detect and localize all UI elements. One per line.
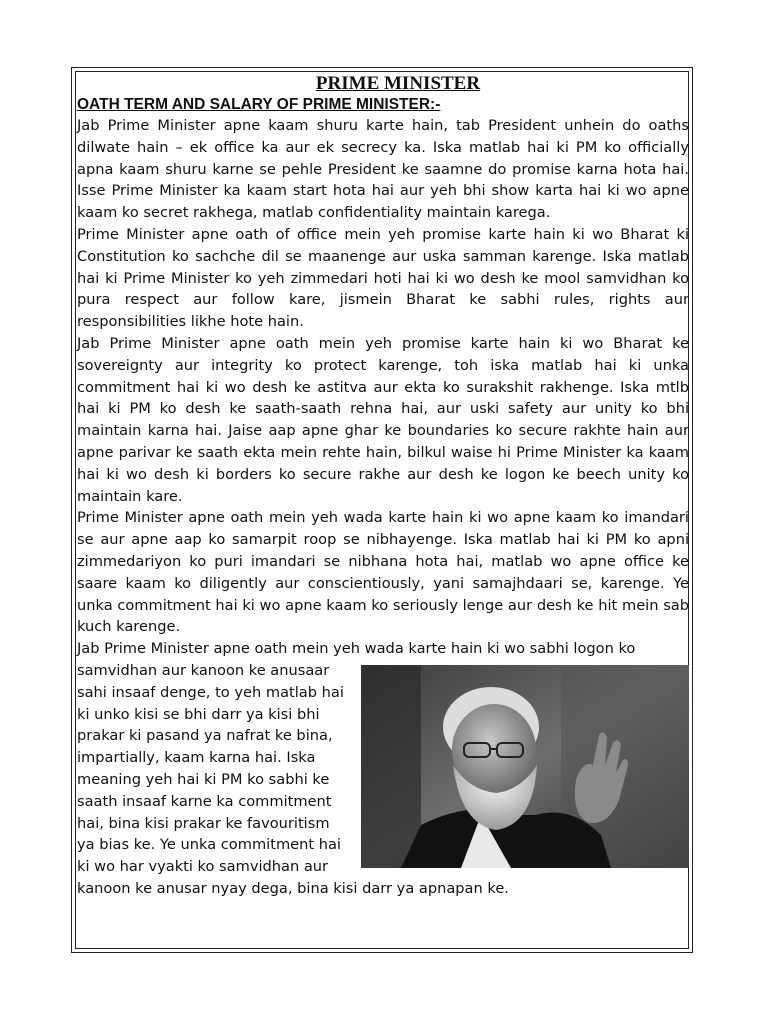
paragraph-sovereignty: Jab Prime Minister apne oath mein yeh promise karte hain ki wo Bharat ke sovereignty aur integrity ko protect karenge, toh iska matlab hai ki unka commitment hai ki wo desh ke astitva aur ekta ko surakshit rakhenge. Iska mtlb hai ki PM ko desh ke saath-saath rehna hai, aur uski safety aur unity ko bhi maintain karna hai. Jaise aap apne ghar ke boundaries ko secure rakhte hain aur apne parivar ke saath ekta mein rehte hain, bilkul waise hi Prime Minister ka kaam hai ki wo desh ki borders ko secure rakhe aur desh ke logon ke beech unity ko maintain kare.: [77, 334, 689, 505]
document-body: [77, 73, 689, 900]
justice-first-line: Jab Prime Minister apne oath mein yeh wada karte hain ki wo sabhi logon ko: [77, 640, 636, 658]
paragraph-oaths: Jab Prime Minister apne kaam shuru karte hain, tab President unhein do oaths dilwate hain – ek office ka aur ek secrecy ka. Iska matlab hai ki PM ko officially apna kaam shuru karne se pehle President ke saamne do promise karna hota hai. Isse Prime Minister ka kaam start hota hai aur yeh bhi show karta hai ki wo apne kaam ko secret rakhega, matlab confidentiality maintain karega.: [77, 117, 689, 222]
justice-line-2: sahi insaaf denge, to yeh matlab hai: [77, 683, 344, 701]
paragraph-justice: [77, 638, 689, 900]
justice-line-5: impartially, kaam karna hai. Iska: [77, 749, 316, 767]
page-title: PRIME MINISTER: [315, 73, 481, 94]
justice-line-8: hai, bina kisi prakar ke favouritism: [77, 814, 330, 832]
justice-line-9: ya bias ke. Ye unka commitment hai: [77, 836, 341, 854]
justice-line-1: samvidhan aur kanoon ke anusaar: [77, 661, 330, 679]
section-heading: OATH TERM AND SALARY OF PRIME MINISTER:-: [77, 96, 441, 113]
prime-minister-photo: [361, 665, 689, 868]
paragraph-duty: Prime Minister apne oath mein yeh wada karte hain ki wo apne kaam ko imandari se aur apne aap ko samarpit roop se nibhayenge. Iska matlab hai ki PM ko apni zimmedariyon ko puri imandari se nibhana hota hai, matlab wo apne office ke saare kaam ko diligently aur conscientiously, yani samajhdaari se, karenge. Ye unka commitment hai ki wo apne kaam ko seriously lenge aur desh ke hit mein sab kuch karenge.: [77, 509, 689, 636]
justice-closing-line: kanoon ke anusar nyay dega, bina kisi darr ya apnapan ke.: [77, 879, 509, 897]
justice-line-3: ki unko kisi se bhi darr ya kisi bhi: [77, 705, 320, 723]
justice-line-10: ki wo har vyakti ko samvidhan aur: [77, 858, 329, 876]
justice-line-6: meaning yeh hai ki PM ko sabhi ke: [77, 770, 330, 788]
paragraph-constitution: Prime Minister apne oath of office mein yeh promise karte hain ki wo Bharat ki Constitution ko sachche dil se maanenge aur uska samman karenge. Iska matlab hai ki Prime Minister ko yeh zimmedari hoti hai ki wo desh ke mool samvidhan ko pura respect aur follow kare, jismein Bharat ke sabhi rules, rights aur responsibilities likhe hote hain.: [77, 225, 689, 331]
justice-line-7: saath insaaf karne ka commitment: [77, 792, 332, 810]
portrait-photo-icon: [361, 665, 689, 868]
justice-line-4: prakar ki pasand ya nafrat ke bina,: [77, 727, 333, 745]
